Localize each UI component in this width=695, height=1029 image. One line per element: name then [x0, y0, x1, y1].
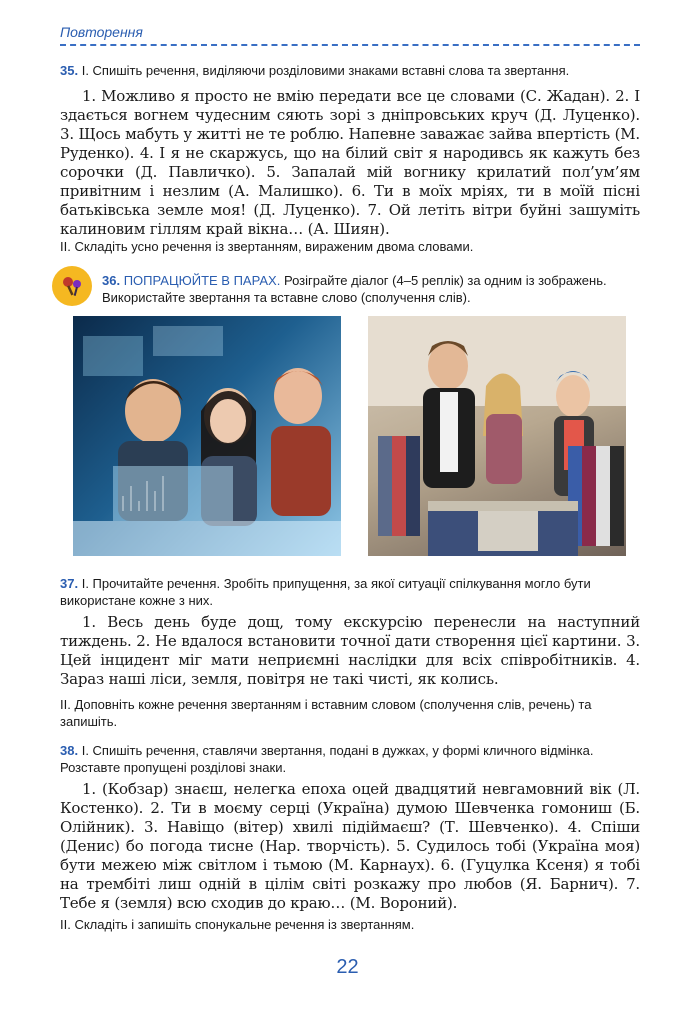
task-37-number: 37.	[60, 576, 79, 591]
task-36-instruction-text: Розіграйте діалог (4–5 реплік) за одним із зображень. Використайте звертання та вставне слово (сполучення слів).	[102, 273, 607, 305]
task-37-instruction-text: І. Прочитайте речення. Зробіть припущення, за якої ситуації спілкування могло бути використане кожне з них.	[60, 576, 591, 608]
task-38-instruction	[60, 742, 640, 776]
task-36-instruction	[102, 272, 640, 306]
photo-students-hologram	[73, 316, 341, 556]
task-38-instruction-text: І. Спишіть речення, ставлячи звертання, подані в дужках, у формі кличного відмінка. Розставте пропущені розділові знаки.	[60, 743, 594, 775]
task-37-part-2: ІІ. Доповніть кожне речення звертанням і вставним словом (сполучення слів, речень) та запишіть.	[60, 697, 592, 729]
task-37-sentences: 1. Весь день буде дощ, тому екскурсію перенесли на наступний тиждень. 2. Не вдалося встановити точної дати створення цієї картини. 3. Цей інцидент міг мати неприємні наслідки для всіх співробітників. 4. Зараз наші ліси, земля, повітря не такі чисті, як колись.	[60, 613, 640, 688]
task-36-number: 36.	[102, 273, 121, 288]
microphone-pair-icon	[52, 266, 92, 306]
task-37-instruction	[60, 575, 640, 609]
photo-teens-shopping	[368, 316, 626, 556]
task-35-instruction	[60, 62, 640, 79]
task-36-caps: ПОПРАЦЮЙТЕ В ПАРАХ.	[123, 273, 281, 288]
task-35-part-2: ІІ. Складіть усно речення із звертанням, вираженим двома словами.	[60, 239, 474, 254]
page-header-title: Повторення	[60, 24, 143, 40]
task-38-part-2: ІІ. Складіть і запишіть спонукальне речення із звертанням.	[60, 917, 415, 932]
task-38-number: 38.	[60, 743, 79, 758]
header-divider	[60, 44, 640, 46]
page-number: 22	[336, 956, 359, 978]
task-35-number: 35.	[60, 63, 79, 78]
task-38-sentences: 1. (Кобзар) знаєш, нелегка епоха оцей двадцятий невгамовний вік (Л. Костенко). 2. Ти в моєму серці (Україна) думою Шевченка гомониш (Б. Олійник). 3. Навіщо (вітер) хвилі підіймаєш? (Т. Шевченко). 4. Спіши (Денис) бо погода тисне (Нар. творчість). 5. Судилось тобі (Україна моя) бути межею між світлом і тьмою (М. Карнаух). 6. (Гуцулка Ксеня) я тобі на трембіті лиш одній в цілім світі розкажу про любов (Я. Барнич). 7. Тебе я (земля) всю сходив до краю… (М. Вороний).	[60, 780, 640, 912]
task-35-instruction-text: І. Спишіть речення, виділяючи розділовими знаками вставні слова та звертання.	[81, 63, 570, 78]
task-35-sentences: 1. Можливо я просто не вмію передати все це словами (С. Жадан). 2. І здається вогнем чудесним сяють зорі з дніпровських круч (Д. Луценко). 3. Щось мабуть у житті не те роблю. Напевне заважає зайва впертість (М. Руденко). 4. І я не скаржусь, що на білий світ я народивсь як кажуть без сорочки (Д. Павличко). 5. Запалай мій вогнику крилатий пол’ум’ям привітним і незлим (А. Малишко). 6. Ти в моїх мріях, ти в моїй пісні батьківська земле моя! (Д. Луценко). 7. Ой летіть вітри буйні зашуміть калиновим гіллям край вікна… (А. Шиян).	[60, 87, 640, 238]
